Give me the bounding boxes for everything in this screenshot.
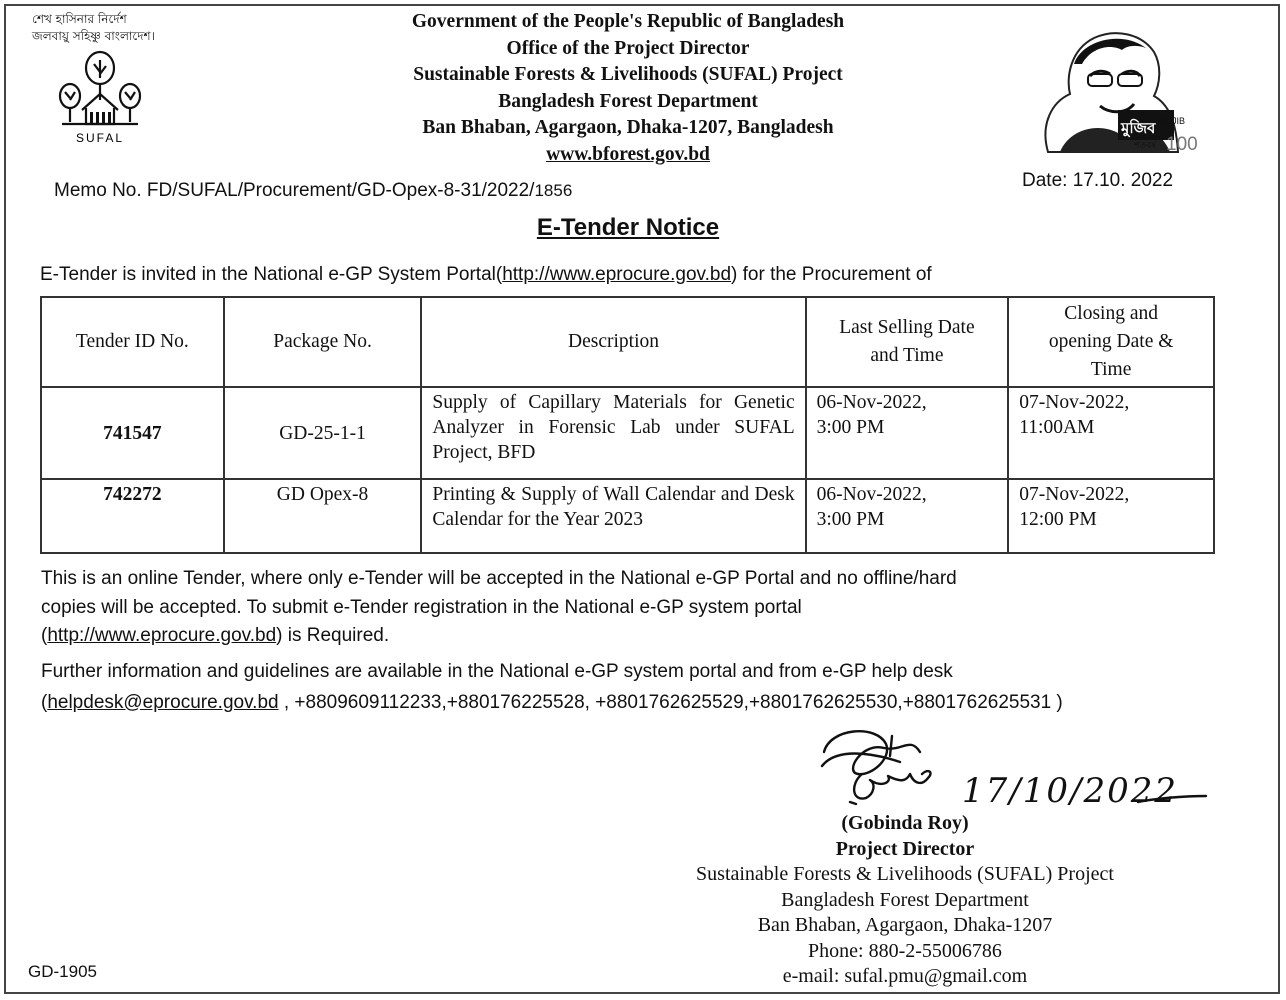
intro-before: E-Tender is invited in the National e-GP System Portal( [40, 264, 503, 285]
mujib-en-text: MUJIB [1158, 116, 1185, 126]
mujib-bn-text: মুজিব [1121, 119, 1156, 137]
memo-number [54, 180, 572, 202]
website-link[interactable]: www.bforest.gov.bd [546, 144, 710, 165]
package-cell: GD-25-1-1 [224, 387, 422, 479]
eprocure-link-2[interactable]: http://www.eprocure.gov.bd [47, 625, 277, 646]
para1-line-3: (http://www.eprocure.gov.bd) is Required. [41, 625, 390, 646]
signature-date: 17/10/2022 [962, 771, 1178, 811]
header-description: Description [421, 297, 805, 387]
helpdesk-paragraph [41, 658, 1063, 717]
slogan-line-2: জলবায়ু সহিষ্ণু বাংলাদেশ। [32, 29, 155, 43]
last-selling-date: 06-Nov-2022, [816, 484, 927, 505]
para1-line-1: This is an online Tender, where only e-Tender will be accepted in the National e-GP Portal and no offline/hard [41, 568, 957, 589]
closing-date: 07-Nov-2022, [1019, 484, 1130, 505]
header-last-selling-l2: and Time [870, 345, 944, 366]
intro-text [40, 264, 932, 286]
signatory-line-1: Sustainable Forests & Livelihoods (SUFAL) Project [696, 863, 1114, 885]
helpdesk-phones: , +8809609112233,+880176225528, +8801762625529,+8801762625530,+8801762625531 ) [278, 691, 1063, 713]
closing-time: 12:00 PM [1019, 509, 1097, 530]
closing-cell [1008, 479, 1214, 553]
last-selling-date: 06-Nov-2022, [816, 392, 927, 413]
mujib-100-logo-icon [1030, 24, 1200, 154]
table-row [41, 479, 1214, 553]
tender-id-cell: 742272 [41, 479, 224, 553]
signatory-line-3: Ban Bhaban, Agargaon, Dhaka-1207 [757, 914, 1053, 936]
memo-serial: 1856 [534, 181, 573, 200]
last-selling-time: 3:00 PM [816, 417, 885, 438]
footer-code: GD-1905 [28, 962, 97, 981]
header-line-2: Office of the Project Director [506, 38, 750, 59]
mujib-bn-sub: শতবর্ষ [1134, 141, 1157, 151]
description-cell: Printing & Supply of Wall Calendar and Desk Calendar for the Year 2023 [421, 479, 805, 553]
closing-time: 11:00AM [1019, 417, 1095, 438]
notice-date: Date: 17.10. 2022 [1022, 170, 1174, 191]
last-selling-cell [806, 387, 1009, 479]
table-header-row [41, 297, 1214, 387]
tender-table [40, 296, 1215, 554]
eprocure-link[interactable]: http://www.eprocure.gov.bd [502, 264, 732, 285]
header-last-selling-l1: Last Selling Date [839, 317, 975, 338]
closing-date: 07-Nov-2022, [1019, 392, 1130, 413]
para2-line-2: (helpdesk@eprocure.gov.bd , +8809609112233,+880176225528, +8801762625529,+8801762625530,+8801762625531 ) [41, 691, 1063, 713]
intro-after: ) for the Procurement of [731, 264, 932, 285]
signatory-phone: Phone: 880-2-55006786 [808, 939, 1002, 962]
last-selling-time: 3:00 PM [816, 509, 885, 530]
signatory-line-2: Bangladesh Forest Department [781, 888, 1029, 911]
signatory-email: e-mail: sufal.pmu@gmail.com [782, 965, 1028, 987]
header-closing [1008, 297, 1214, 387]
last-selling-cell [806, 479, 1009, 553]
para1-line-2: copies will be accepted. To submit e-Tender registration in the National e-GP system portal [41, 596, 802, 618]
table-row [41, 387, 1214, 479]
page-title: E-Tender Notice [536, 214, 720, 241]
para1-required: is Required. [282, 625, 390, 646]
memo-prefix: Memo No. FD/SUFAL/Procurement/GD-Opex-8-31/2022/ [54, 180, 535, 201]
header-package: Package No. [224, 297, 422, 387]
logo-text: SUFAL [75, 131, 125, 145]
header-tender-id: Tender ID No. [41, 297, 224, 387]
handwritten-signature [810, 722, 1220, 822]
para2-line-1: Further information and guidelines are available in the National e-GP system portal and from e-GP help desk [41, 661, 953, 682]
header-closing-l1: Closing and [1064, 303, 1158, 324]
header-line-4: Bangladesh Forest Department [498, 91, 758, 112]
slogan-line-1: শেখ হাসিনার নির্দেশ [32, 12, 127, 26]
mujib-100-text: 100 [1166, 134, 1198, 154]
package-cell: GD Opex-8 [224, 479, 422, 553]
header-line-3: Sustainable Forests & Livelihoods (SUFAL) Project [413, 64, 843, 85]
header-last-selling [806, 297, 1009, 387]
online-tender-paragraph [41, 565, 957, 651]
header-line-5: Ban Bhaban, Agargaon, Dhaka-1207, Bangladesh [422, 117, 834, 138]
header-closing-l2: opening Date & [1048, 331, 1174, 352]
header-closing-l3: Time [1090, 359, 1132, 380]
signatory-block [640, 812, 1170, 989]
signatory-title: Project Director [835, 837, 975, 860]
header-line-1: Government of the People's Republic of Bangladesh [411, 11, 845, 32]
closing-cell [1008, 387, 1214, 479]
helpdesk-email-link[interactable]: helpdesk@eprocure.gov.bd [47, 691, 279, 713]
signatory-name: (Gobinda Roy) [841, 812, 969, 834]
description-cell: Supply of Capillary Materials for Genetic Analyzer in Forensic Lab under SUFAL Project, BFD [421, 387, 805, 479]
tender-id-cell: 741547 [41, 387, 224, 479]
